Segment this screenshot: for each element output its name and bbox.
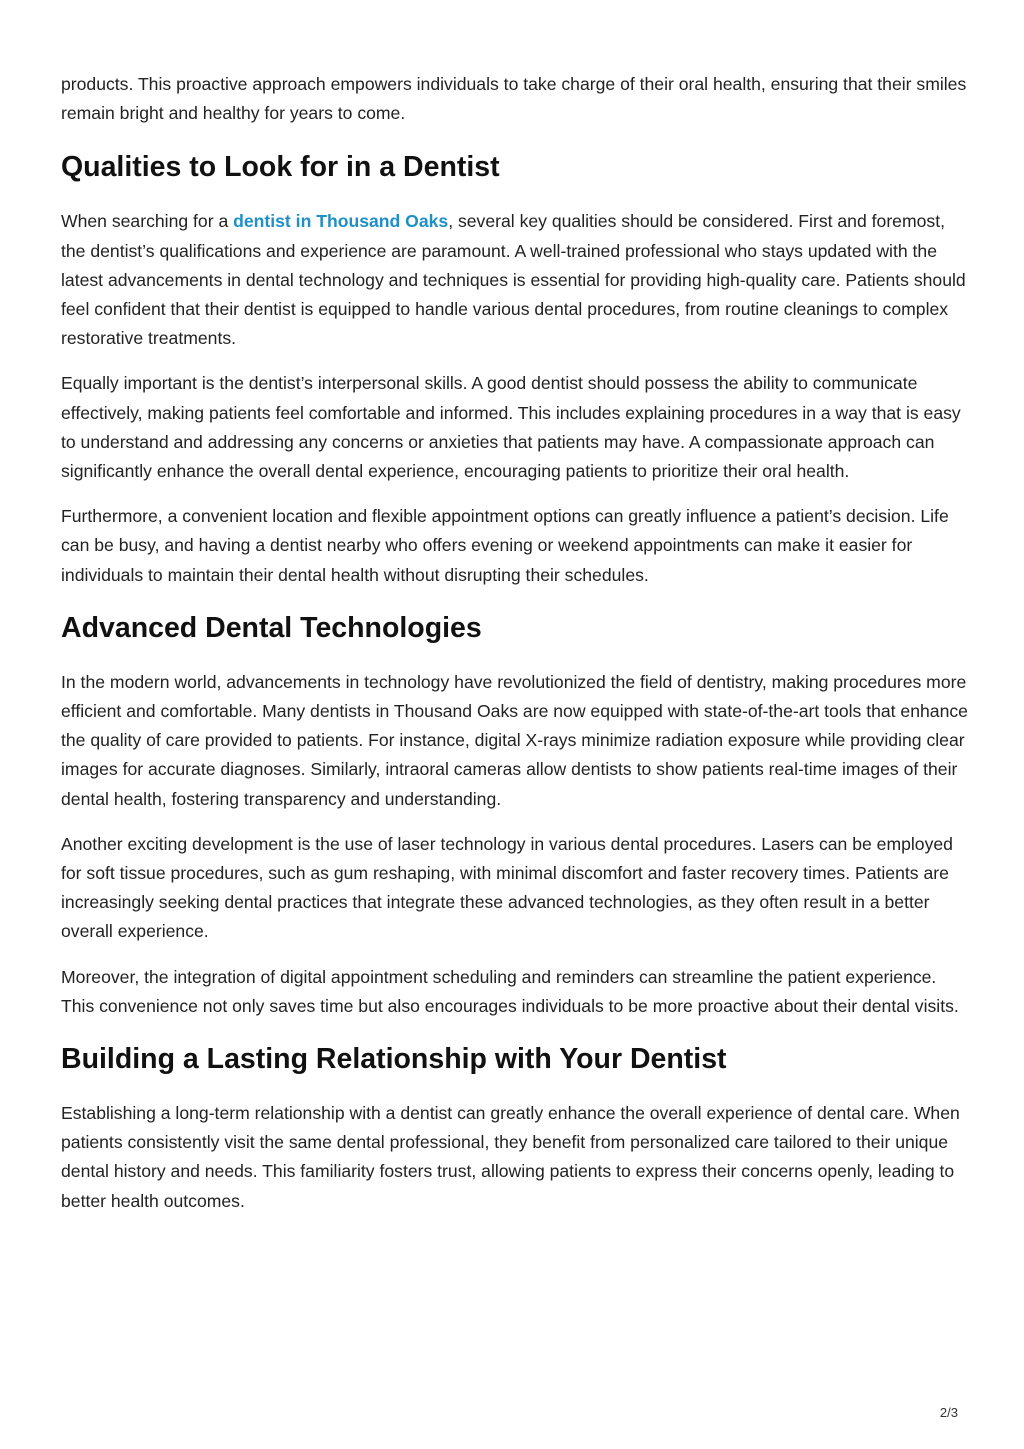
building-paragraph-1: Establishing a long-term relationship with a dentist can greatly enhance the overall experience of dental care. When patients consistently visit the same dental professional, they benefit from personalized care tailored to their unique dental history and needs. This familiarity fosters trust, allowing patients to express their concerns openly, leading to better health outcomes. — [61, 1103, 960, 1211]
advanced-paragraph-2: Another exciting development is the use of laser technology in various dental procedures. Lasers can be employed for soft tissue procedures, such as gum reshaping, with minimal discomfort and faster recovery times. Patients are increasingly seeking dental practices that integrate these advanced technologies, as they often result in a better overall experience. — [61, 833, 953, 942]
qualities-paragraph-2: Equally important is the dentist’s interpersonal skills. A good dentist should possess the ability to communicate effectively, making patients feel comfortable and informed. This includes explaining procedures in a way that is easy to understand and addressing any concerns or anxieties that patients may have. A compassionate approach can significantly enhance the overall dental experience, encouraging patients to prioritize their oral health. — [61, 373, 961, 482]
advanced-paragraph-3: Moreover, the integration of digital appointment scheduling and reminders can streamline the patient experience. This convenience not only saves time but also encourages individuals to be more proactive about their dental visits. — [61, 966, 959, 1016]
advanced-paragraph-1: In the modern world, advancements in technology have revolutionized the field of dentistry, making procedures more efficient and comfortable. Many dentists in Thousand Oaks are now equipped with state-of-the-art tools that enhance the quality of care provided to patients. For instance, digital X-rays minimize radiation exposure while providing clear images for accurate diagnoses. Similarly, intraoral cameras allow dentists to show patients real-time images of their dental health, fostering transparency and understanding. — [61, 671, 968, 809]
heading-building-relationship: Building a Lasting Relationship with Your Dentist — [61, 1043, 727, 1076]
dentist-thousand-oaks-link[interactable]: dentist in Thousand Oaks — [233, 211, 449, 232]
page-number: 2/3 — [939, 1405, 958, 1420]
qualities-p1-text-before: When searching for a — [61, 211, 234, 232]
intro-paragraph: products. This proactive approach empowers individuals to take charge of their oral health, ensuring that their smiles remain bright and healthy for years to come. — [61, 74, 967, 124]
qualities-paragraph-3: Furthermore, a convenient location and flexible appointment options can greatly influence a patient’s decision. Life can be busy, and having a dentist nearby who offers evening or weekend appointments can make it easier for individuals to maintain their dental health without disrupting their schedules. — [61, 506, 949, 585]
qualities-paragraph-1 — [61, 207, 973, 353]
qualities-p1-text-after: , several key qualities should be considered. First and foremost, the dentist’s qualifications and experience are paramount. A well-trained professional who stays updated with the latest advancements in dental technology and techniques is essential for providing high-quality care. Patients should feel confident that their dentist is equipped to handle various dental procedures, from routine cleanings to complex restorative treatments. — [61, 211, 966, 349]
heading-advanced-technologies: Advanced Dental Technologies — [61, 611, 482, 644]
heading-qualities: Qualities to Look for in a Dentist — [61, 151, 500, 184]
document-page — [61, 70, 973, 1232]
